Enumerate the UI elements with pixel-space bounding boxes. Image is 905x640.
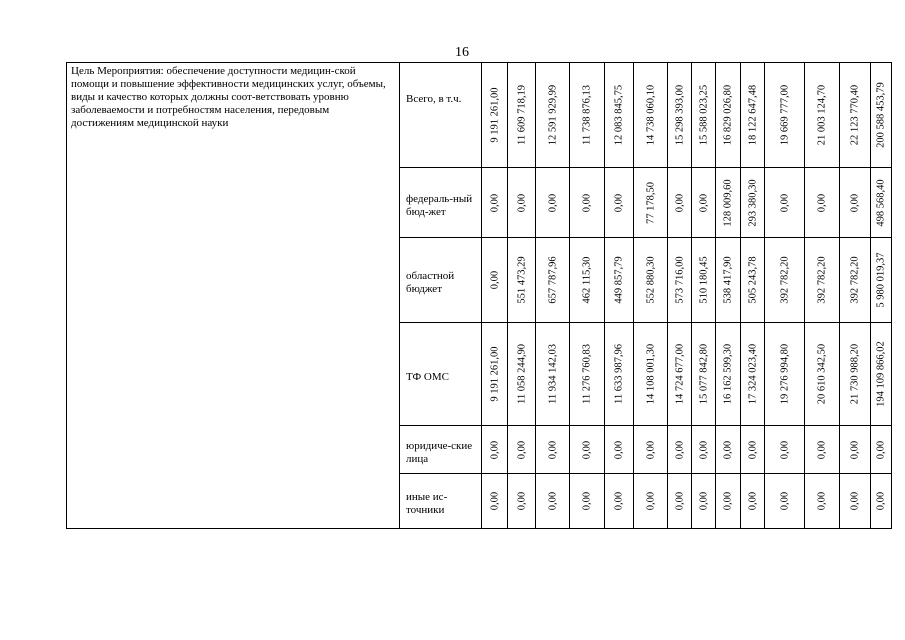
value-cell — [741, 168, 765, 238]
value-cell — [871, 474, 892, 529]
value-text: 20 610 342,50 — [816, 343, 828, 405]
value-cell — [634, 238, 668, 323]
value-cell — [605, 63, 634, 168]
value-cell — [741, 238, 765, 323]
value-cell — [634, 323, 668, 426]
value-cell — [508, 474, 536, 529]
value-text: 21 730 988,20 — [849, 343, 861, 405]
value-text: 498 568,40 — [875, 178, 887, 227]
value-cell — [741, 426, 765, 474]
value-cell — [605, 323, 634, 426]
value-cell — [570, 426, 605, 474]
value-cell — [634, 168, 668, 238]
value-text: 18 122 647,48 — [747, 84, 758, 146]
value-text: 0,00 — [816, 193, 828, 212]
value-text: 0,00 — [547, 440, 558, 459]
value-text: 15 298 393,00 — [674, 84, 685, 146]
value-cell — [840, 323, 871, 426]
value-cell — [605, 238, 634, 323]
value-cell — [536, 323, 570, 426]
value-cell — [805, 168, 840, 238]
value-text: 0,00 — [645, 440, 656, 459]
value-cell — [536, 168, 570, 238]
value-cell — [508, 238, 536, 323]
value-cell — [482, 323, 508, 426]
value-text: 0,00 — [747, 440, 758, 459]
value-cell — [605, 426, 634, 474]
value-cell — [840, 474, 871, 529]
value-cell — [570, 63, 605, 168]
value-cell — [765, 63, 805, 168]
value-cell — [692, 168, 716, 238]
value-text: 0,00 — [674, 193, 685, 212]
value-text: 200 588 453,79 — [875, 82, 887, 148]
value-text: 0,00 — [722, 440, 734, 459]
value-cell — [508, 426, 536, 474]
value-text: 0,00 — [581, 193, 593, 212]
value-text: 16 829 026,80 — [722, 84, 734, 146]
value-cell — [840, 63, 871, 168]
value-cell — [805, 323, 840, 426]
value-cell — [536, 474, 570, 529]
value-cell — [482, 426, 508, 474]
value-cell — [634, 63, 668, 168]
value-cell — [668, 168, 692, 238]
value-text: 552 880,30 — [645, 256, 656, 304]
value-text: 0,00 — [698, 440, 709, 459]
value-text: 0,00 — [613, 491, 625, 511]
value-cell — [570, 323, 605, 426]
value-text: 0,00 — [779, 491, 790, 511]
value-cell — [634, 474, 668, 529]
value-cell — [605, 168, 634, 238]
value-cell — [668, 238, 692, 323]
value-cell — [692, 474, 716, 529]
value-text: 15 588 023,25 — [698, 84, 709, 146]
value-text: 0,00 — [674, 491, 685, 511]
value-cell — [716, 474, 741, 529]
value-cell — [840, 426, 871, 474]
value-text: 0,00 — [816, 440, 828, 459]
value-text: 505 243,78 — [747, 256, 758, 304]
value-cell — [805, 474, 840, 529]
value-cell — [765, 238, 805, 323]
value-cell — [508, 323, 536, 426]
value-text: 293 380,30 — [747, 178, 758, 227]
value-text: 0,00 — [613, 193, 625, 212]
value-text: 0,00 — [613, 440, 625, 459]
value-text: 449 857,79 — [613, 256, 625, 304]
value-text: 0,00 — [516, 491, 527, 511]
value-cell — [765, 168, 805, 238]
value-cell — [482, 168, 508, 238]
value-cell — [668, 474, 692, 529]
funding-source-label: юридиче-ские лица — [400, 426, 482, 474]
value-cell — [692, 238, 716, 323]
value-cell — [871, 63, 892, 168]
funding-source-label: федераль-ный бюд-жет — [400, 168, 482, 238]
value-text: 392 782,20 — [816, 256, 828, 304]
value-text: 0,00 — [489, 440, 500, 459]
value-text: 0,00 — [849, 491, 861, 511]
value-cell — [570, 238, 605, 323]
value-text: 11 738 876,13 — [581, 85, 593, 145]
value-cell — [634, 426, 668, 474]
value-cell — [692, 323, 716, 426]
value-cell — [716, 323, 741, 426]
value-cell — [668, 63, 692, 168]
value-text: 0,00 — [779, 440, 790, 459]
value-text: 0,00 — [547, 491, 558, 511]
value-text: 19 276 994,80 — [779, 343, 790, 405]
value-cell — [871, 323, 892, 426]
value-text: 14 738 060,10 — [645, 84, 656, 146]
value-text: 11 934 142,03 — [547, 344, 558, 404]
value-text: 11 609 718,19 — [516, 85, 527, 145]
value-text: 0,00 — [698, 193, 709, 212]
value-text: 0,00 — [875, 491, 887, 511]
value-text: 0,00 — [674, 440, 685, 459]
value-cell — [741, 323, 765, 426]
value-text: 11 276 760,83 — [581, 344, 593, 404]
value-text: 0,00 — [747, 491, 758, 511]
value-cell — [536, 63, 570, 168]
value-cell — [570, 474, 605, 529]
value-text: 0,00 — [645, 491, 656, 511]
value-text: 12 083 845,75 — [613, 84, 625, 146]
value-text: 392 782,20 — [779, 256, 790, 304]
value-text: 0,00 — [779, 193, 790, 212]
value-cell — [765, 323, 805, 426]
value-text: 0,00 — [489, 491, 500, 511]
value-cell — [871, 238, 892, 323]
funding-table — [66, 62, 892, 529]
value-cell — [692, 63, 716, 168]
value-cell — [805, 63, 840, 168]
value-text: 11 633 987,96 — [613, 344, 625, 404]
value-cell — [716, 168, 741, 238]
funding-source-label: иные ис-точники — [400, 474, 482, 529]
value-text: 5 980 019,37 — [875, 252, 887, 308]
value-text: 0,00 — [489, 193, 500, 212]
value-text: 0,00 — [581, 491, 593, 511]
value-text: 0,00 — [698, 491, 709, 511]
value-cell — [668, 426, 692, 474]
value-text: 15 077 842,80 — [698, 343, 709, 405]
value-text: 0,00 — [489, 270, 500, 290]
value-cell — [805, 426, 840, 474]
value-text: 0,00 — [849, 440, 861, 459]
value-text: 19 669 777,00 — [779, 84, 790, 146]
value-text: 0,00 — [516, 193, 527, 212]
value-cell — [692, 426, 716, 474]
funding-source-label: областной бюджет — [400, 238, 482, 323]
value-text: 462 115,30 — [581, 256, 593, 304]
value-cell — [536, 426, 570, 474]
value-cell — [741, 474, 765, 529]
funding-source-label: ТФ ОМС — [400, 323, 482, 426]
value-text: 22 123 770,40 — [849, 84, 861, 146]
value-cell — [508, 63, 536, 168]
value-text: 17 324 023,40 — [747, 343, 758, 405]
value-cell — [605, 474, 634, 529]
funding-source-label: Всего, в т.ч. — [400, 63, 482, 168]
value-cell — [482, 474, 508, 529]
value-cell — [716, 63, 741, 168]
value-text: 392 782,20 — [849, 256, 861, 304]
value-cell — [840, 168, 871, 238]
value-cell — [668, 323, 692, 426]
value-text: 21 003 124,70 — [816, 84, 828, 146]
value-cell — [536, 238, 570, 323]
value-text: 657 787,96 — [547, 256, 558, 304]
table-row — [67, 63, 892, 168]
value-cell — [716, 238, 741, 323]
value-cell — [871, 168, 892, 238]
value-cell — [871, 426, 892, 474]
value-text: 0,00 — [547, 193, 558, 212]
value-text: 551 473,29 — [516, 256, 527, 304]
page-number: 16 — [455, 45, 469, 60]
value-cell — [741, 63, 765, 168]
value-cell — [805, 238, 840, 323]
value-text: 0,00 — [816, 491, 828, 511]
value-cell — [482, 238, 508, 323]
value-text: 9 191 261,00 — [489, 346, 500, 402]
value-cell — [570, 168, 605, 238]
value-text: 9 191 261,00 — [489, 87, 500, 143]
value-cell — [765, 474, 805, 529]
value-text: 538 417,90 — [722, 256, 734, 304]
value-text: 12 591 929,99 — [547, 84, 558, 146]
value-text: 510 180,45 — [698, 256, 709, 304]
value-text: 11 058 244,90 — [516, 344, 527, 404]
value-text: 194 109 866,02 — [875, 341, 887, 407]
value-text: 77 178,50 — [645, 181, 656, 224]
value-text: 0,00 — [516, 440, 527, 459]
value-text: 0,00 — [875, 440, 887, 459]
value-text: 0,00 — [581, 440, 593, 459]
value-text: 14 108 001,30 — [645, 343, 656, 405]
value-text: 573 716,00 — [674, 256, 685, 304]
goal-cell: Цель Мероприятия: обеспечение доступности медицин-ской помощи и повышение эффективности медицинских услуг, объемы, виды и качество которых должны соот-ветствовать уровню заболеваемости и потребностям населения, передовым достижениям медицинской науки — [67, 63, 400, 529]
value-text: 0,00 — [722, 491, 734, 511]
value-text: 128 009,60 — [722, 178, 734, 227]
value-cell — [840, 238, 871, 323]
value-cell — [482, 63, 508, 168]
value-cell — [508, 168, 536, 238]
value-cell — [716, 426, 741, 474]
value-text: 16 162 599,30 — [722, 343, 734, 405]
value-text: 14 724 677,00 — [674, 343, 685, 405]
value-text: 0,00 — [849, 193, 861, 212]
value-cell — [765, 426, 805, 474]
